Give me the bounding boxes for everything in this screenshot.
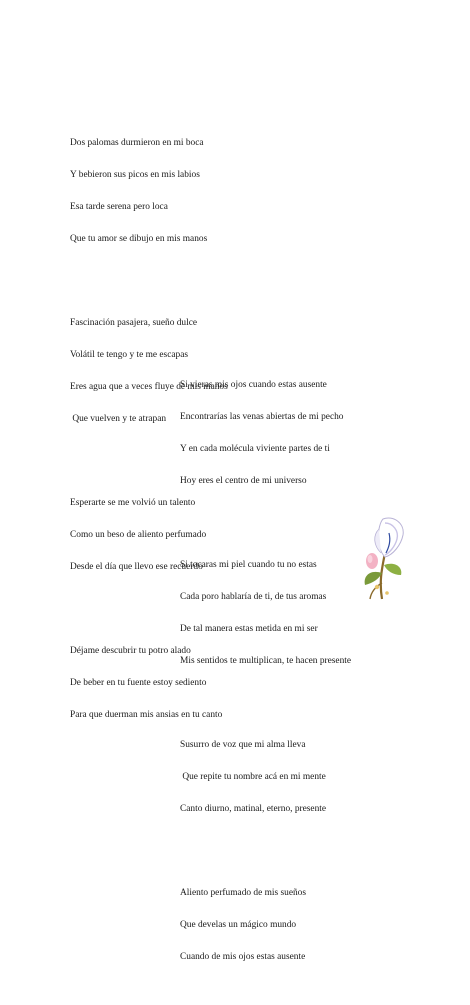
poem-bottom xyxy=(180,338,351,1005)
poem-bottom-stanza-3 xyxy=(180,719,351,836)
poem-line: Como un beso de aliento perfumado xyxy=(70,529,207,540)
poem-line: Esa tarde serena pero loca xyxy=(70,201,168,212)
poem-line: De beber en tu fuente estoy sediento xyxy=(70,678,207,689)
poem-line: Déjame descubrir tu potro alado xyxy=(70,646,191,657)
flower-illustration-icon xyxy=(355,513,415,603)
poem-line: Aliento perfumado de mis sueños xyxy=(180,888,307,899)
poem-bottom-stanza-1 xyxy=(180,359,351,507)
poem-line: Fascinación pasajera, sueño dulce xyxy=(70,318,198,329)
poem-line: Que tu amor se dibujo en mis manos xyxy=(70,233,208,244)
poem-line: Que repite tu nombre acá en mi mente xyxy=(180,771,326,782)
poem-bottom-stanza-4 xyxy=(180,867,351,984)
poem-line: De tal manera estas metida en mi ser xyxy=(180,623,318,634)
poem-line: Y bebieron sus picos en mis labios xyxy=(70,170,200,181)
poem-line: Que vuelven y te atrapan xyxy=(70,413,167,424)
poem-line: Esperarte se me volvió un talento xyxy=(70,498,196,509)
poem-top-stanza-1 xyxy=(70,117,228,265)
poem-line: Si vieras mis ojos cuando estas ausente xyxy=(180,380,327,391)
poem-line: Hoy eres el centro de mi universo xyxy=(180,475,307,486)
poem-line: Eres agua que a veces fluye de mis manos xyxy=(70,381,228,392)
poem-bottom-stanza-2 xyxy=(180,539,351,687)
poem-line: Si tocaras mi piel cuando tu no estas xyxy=(180,560,317,571)
poem-line: Desde el día que llevo ese recuerdo xyxy=(70,561,203,572)
poem-line: Que develas un mágico mundo xyxy=(180,920,297,931)
poem-line: Volátil te tengo y te me escapas xyxy=(70,350,189,361)
poem-line: Y en cada molécula viviente partes de ti xyxy=(180,443,330,454)
poem-line: Cuando de mis ojos estas ausente xyxy=(180,951,306,962)
poem-line: Canto diurno, matinal, eterno, presente xyxy=(180,803,327,814)
poem-line: Encontrarías las venas abiertas de mi pecho xyxy=(180,412,344,423)
poem-line: Susurro de voz que mi alma lleva xyxy=(180,740,306,751)
poem-line: Para que duerman mis ansias en tu canto xyxy=(70,709,223,720)
poem-line: Cada poro hablaría de ti, de tus aromas xyxy=(180,592,327,603)
poem-line: Mis sentidos te multiplican, te hacen presente xyxy=(180,655,352,666)
poem-line: Dos palomas durmieron en mi boca xyxy=(70,138,204,149)
